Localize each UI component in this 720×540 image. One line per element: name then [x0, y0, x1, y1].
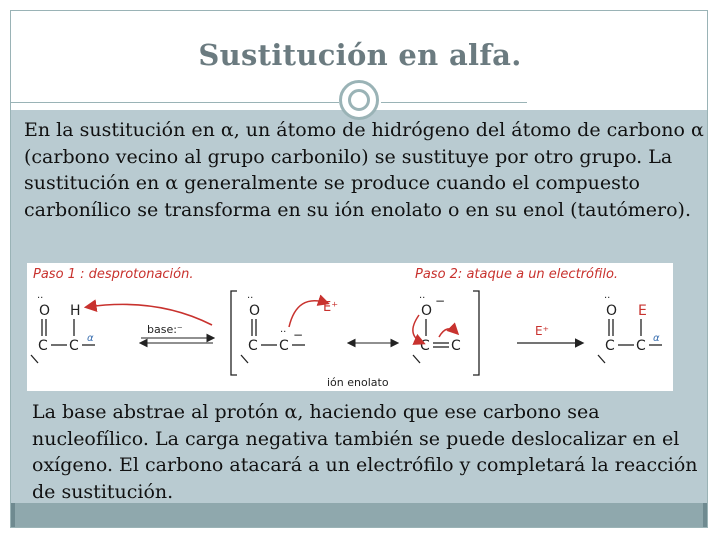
svg-text:−: − — [435, 294, 446, 308]
enolate-caption: ión enolato — [327, 376, 389, 389]
title-divider-right — [381, 102, 527, 103]
intro-paragraph: En la sustitución en α, un átomo de hidrógeno del átomo de carbono α (carbono vecino al grupo carbonilo) se sustituye por otro grupo. La sustitución en α generalmente se produce cuando el compuesto carbonílico se transforma en su ión enolato o en su enol (tautómero). — [24, 119, 704, 221]
svg-text:C: C — [420, 338, 430, 354]
svg-text:C: C — [636, 338, 646, 354]
step2-label: Paso 2: ataque a un electrófilo. — [415, 267, 619, 282]
molecule-reactant — [31, 293, 95, 363]
oxygen-atom: O — [39, 303, 51, 319]
base-label: base:⁻ — [147, 323, 183, 336]
svg-text:C: C — [451, 338, 461, 354]
title-divider-left — [11, 102, 339, 103]
svg-text:−: − — [293, 328, 304, 342]
svg-text:O: O — [249, 303, 261, 319]
electrophile-reagent: E⁺ — [535, 324, 549, 338]
footer-bar-right-cap — [703, 503, 707, 527]
product-electrophile: E — [638, 303, 647, 319]
footer-bar-left-cap — [11, 503, 15, 527]
molecule-enolate-oxyanion — [413, 293, 461, 363]
hydrogen-atom: H — [70, 303, 81, 319]
svg-text:α: α — [653, 333, 660, 344]
svg-text:C: C — [605, 338, 615, 354]
svg-text:··: ·· — [37, 293, 44, 304]
svg-text:··: ·· — [280, 327, 287, 338]
alpha-symbol: α — [87, 333, 94, 344]
electrophile-label: E⁺ — [323, 300, 339, 315]
svg-text:C: C — [279, 338, 289, 354]
reaction-mechanism-figure — [27, 263, 673, 391]
footer-bar — [11, 503, 707, 527]
svg-text:··: ·· — [247, 293, 254, 304]
svg-text:O: O — [421, 303, 433, 319]
svg-text:··: ·· — [604, 293, 611, 304]
svg-text:··: ·· — [419, 293, 426, 304]
slide-title: Sustitución en alfa. — [198, 38, 522, 72]
svg-text:C: C — [248, 338, 258, 354]
mechanism-paragraph: La base abstrae al protón α, haciendo que ese carbono sea nucleofílico. La carga negativa también se puede deslocalizar en el oxígeno. El carbono atacará a un electrófilo y completará la reacción de sustitución. — [32, 401, 698, 503]
carbonyl-carbon: C — [38, 338, 48, 354]
molecule-product — [598, 293, 662, 363]
step1-label: Paso 1 : desprotonación. — [33, 267, 194, 282]
alpha-carbon: C — [69, 338, 79, 354]
svg-text:O: O — [606, 303, 618, 319]
divider-circle-ornament — [339, 80, 379, 120]
molecule-enolate-carbanion — [241, 293, 338, 363]
